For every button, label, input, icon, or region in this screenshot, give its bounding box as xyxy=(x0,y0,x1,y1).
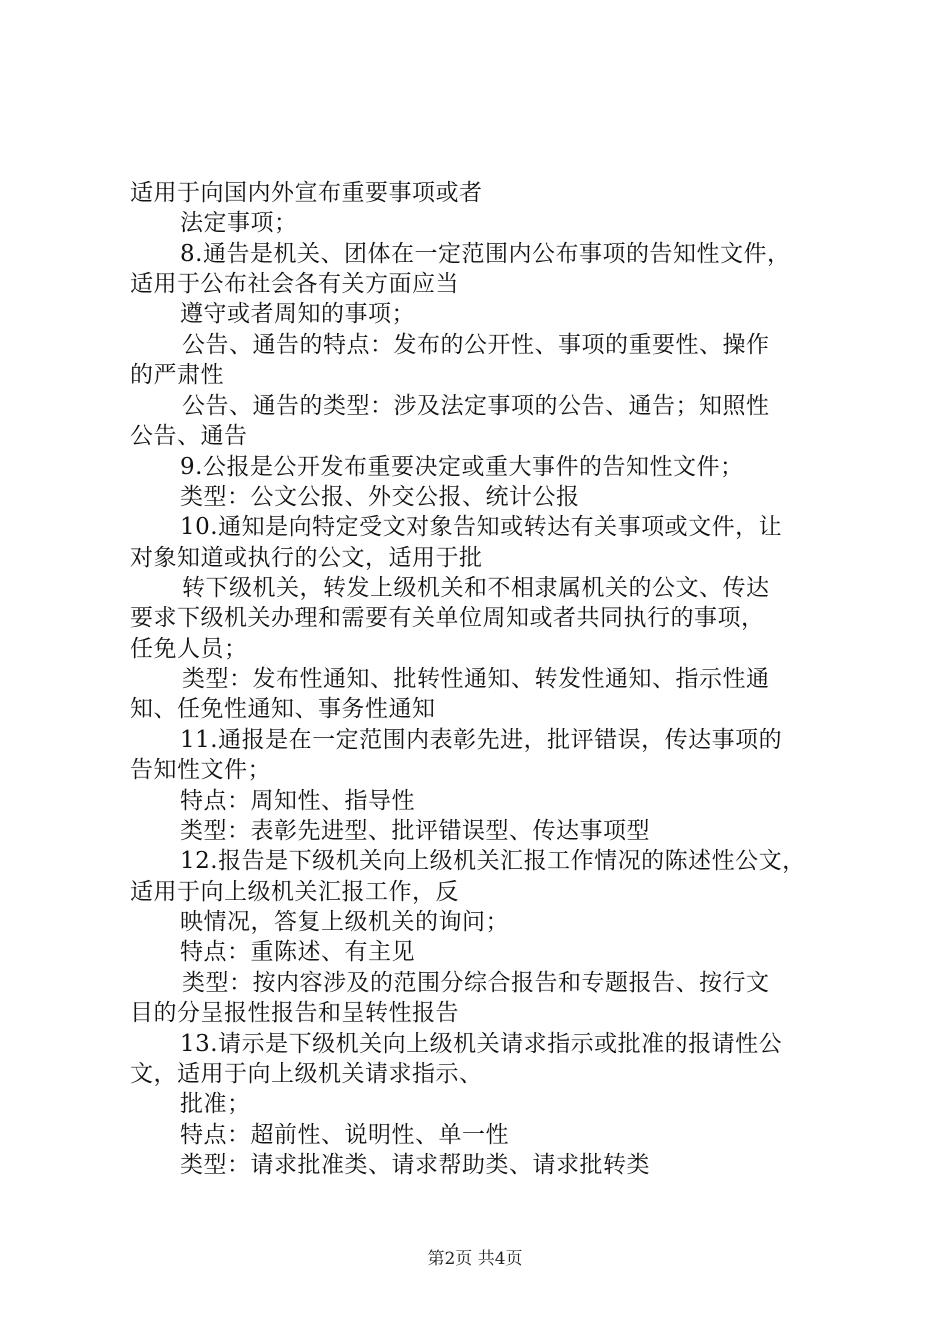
text-line: 公告、通告的类型：涉及法定事项的公告、通告；知照性 xyxy=(182,393,770,419)
text-line: 特点：超前性、说明性、单一性 xyxy=(180,1122,509,1148)
text-line: 适用于向上级机关汇报工作，反 xyxy=(130,879,459,905)
text-line: 文，适用于向上级机关请求指示、 xyxy=(130,1061,483,1087)
text-line: 类型：公文公报、外交公报、统计公报 xyxy=(180,484,580,510)
text-line: 8.通告是机关、团体在一定范围内公布事项的告知性文件， xyxy=(180,241,791,267)
text-line: 对象知道或执行的公文，适用于批 xyxy=(130,545,483,571)
text-line: 映情况，答复上级机关的询问； xyxy=(180,909,509,935)
text-line: 特点：周知性、指导性 xyxy=(180,788,415,814)
text-line: 10.通知是向特定受文对象告知或转达有关事项或文件，让 xyxy=(180,514,783,540)
text-line: 要求下级机关办理和需要有关单位周知或者共同执行的事项， xyxy=(130,605,765,631)
text-line: 9.公报是公开发布重要决定或重大事件的告知性文件； xyxy=(180,454,744,480)
text-line: 告知性文件； xyxy=(130,757,271,783)
text-line: 类型：发布性通知、批转性通知、转发性通知、指示性通 xyxy=(182,666,770,692)
text-line: 12.报告是下级机关向上级机关汇报工作情况的陈述性公文， xyxy=(180,848,806,874)
text-line: 遵守或者周知的事项； xyxy=(180,301,415,327)
text-line: 特点：重陈述、有主见 xyxy=(180,939,415,965)
text-line: 类型：请求批准类、请求帮助类、请求批转类 xyxy=(180,1152,650,1178)
text-line: 批准； xyxy=(180,1091,251,1117)
text-line: 转下级机关，转发上级机关和不相隶属机关的公文、传达 xyxy=(182,575,770,601)
text-line: 13.请示是下级机关向上级机关请求指示或批准的报请性公 xyxy=(180,1031,783,1057)
text-line: 公告、通告的特点：发布的公开性、事项的重要性、操作 xyxy=(182,332,770,358)
text-line: 11.通报是在一定范围内表彰先进，批评错误，传达事项的 xyxy=(180,727,783,753)
text-line: 的严肃性 xyxy=(130,362,224,388)
text-line: 适用于公布社会各有关方面应当 xyxy=(130,271,459,297)
page-number: 第2页 共4页 xyxy=(427,1249,523,1269)
text-line: 类型：按内容涉及的范围分综合报告和专题报告、按行文 xyxy=(182,970,770,996)
text-line: 适用于向国内外宣布重要事项或者 xyxy=(130,180,483,206)
text-line: 目的分呈报性报告和呈转性报告 xyxy=(130,1000,459,1026)
text-line: 法定事项； xyxy=(180,210,298,236)
text-line: 知、任免性通知、事务性通知 xyxy=(130,696,436,722)
text-line: 公告、通告 xyxy=(130,423,248,449)
text-line: 任免人员； xyxy=(130,636,248,662)
text-line: 类型：表彰先进型、批评错误型、传达事项型 xyxy=(180,818,650,844)
